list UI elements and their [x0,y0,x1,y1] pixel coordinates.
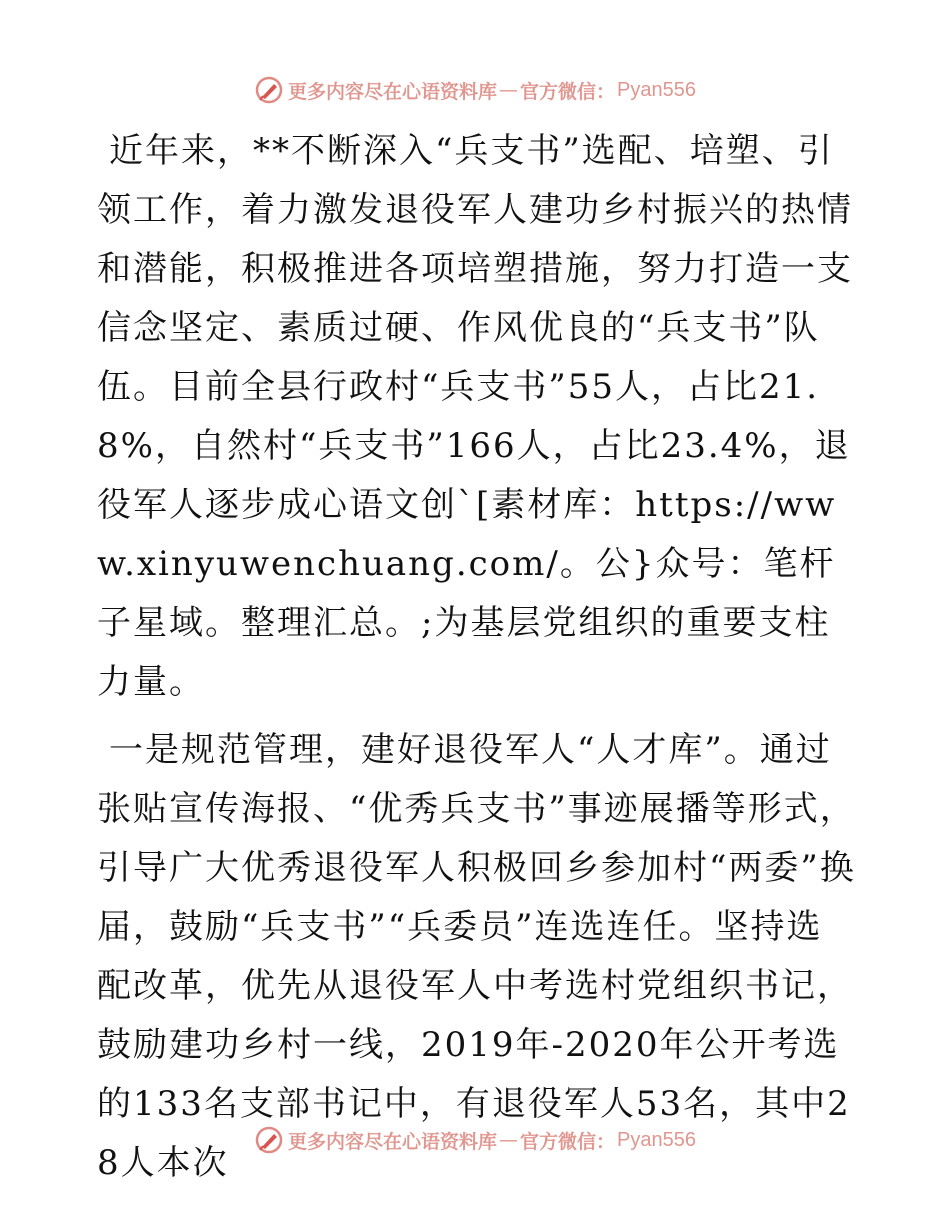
feather-pen-logo-icon [254,1125,284,1155]
watermark-label: 官方微信： [520,80,616,103]
feather-pen-logo-icon [254,75,284,105]
watermark-dash: — [499,1129,519,1151]
watermark-wechat-id: Pyan556 [617,1128,696,1151]
document-body [97,122,857,1193]
paragraph-intro: 近年来，**不断深入“兵支书”选配、培塑、引领工作，着力激发退役军人建功乡村振兴的热情和潜能，积极推进各项培塑措施，努力打造一支信念坚定、素质过硬、作风优良的“兵支书”队伍。目前全县行政村“兵支书”55人，占比21.8%，自然村“兵支书”166人，占比23.4%，退役军人逐步成心语文创`[素材库：https://www.xinyuwenchuang.com/。公}众号：笔杆子星域。整理汇总。;为基层党组织的重要支柱力量。 [97,131,853,702]
watermark-dash: — [499,79,519,101]
paragraph-section-one: 一是规范管理，建好退役军人“人才库”。通过张贴宣传海报、“优秀兵支书”事迹展播等形式，引导广大优秀退役军人积极回乡参加村“两委”换届，鼓励“兵支书”“兵委员”连选连任。坚持选配改革，优先从退役军人中考选村党组织书记，鼓励建功乡村一线，2019年-2020年公开考选的133名支部书记中，有退役军人53名，其中28人本次 [97,730,856,1183]
watermark-site-text: 更多内容尽在心语资料库 [288,1130,498,1153]
watermark-site-text: 更多内容尽在心语资料库 [288,80,498,103]
watermark-header [0,72,950,108]
watermark-wechat-id: Pyan556 [617,78,696,101]
watermark-footer [0,1122,950,1158]
watermark-label: 官方微信： [520,1130,616,1153]
